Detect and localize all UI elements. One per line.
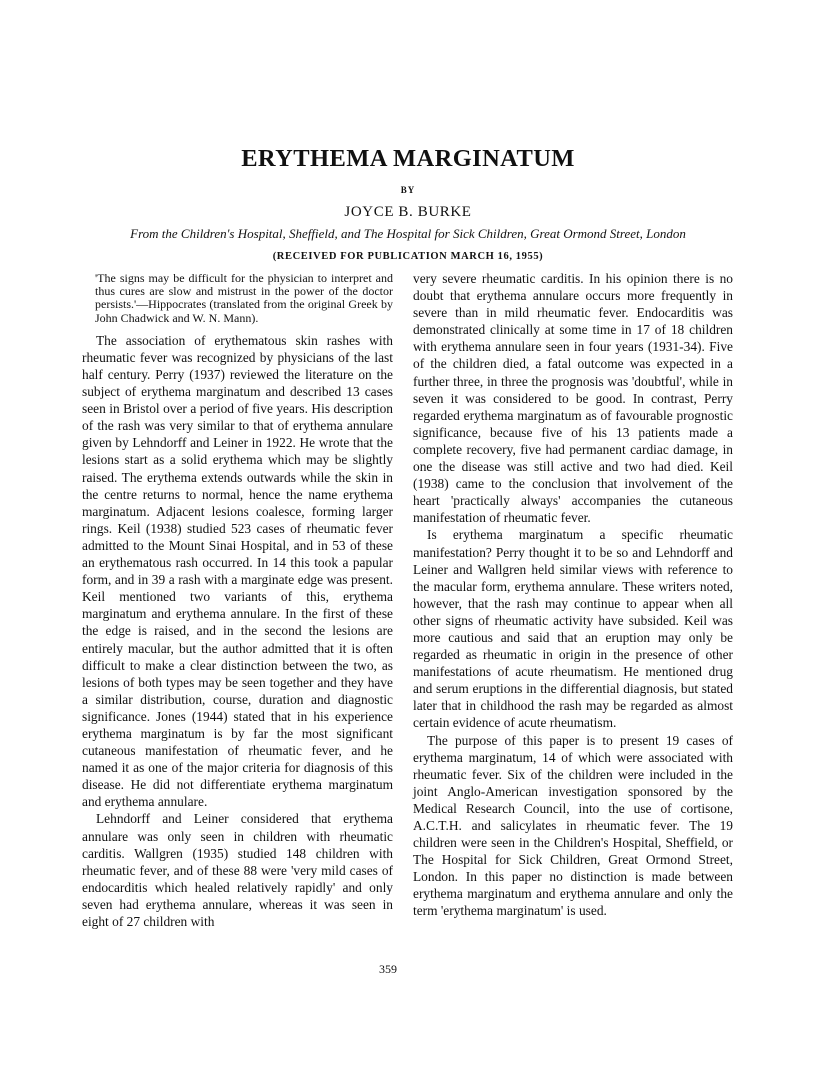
author-name: JOYCE B. BURKE <box>344 204 472 220</box>
paragraph: Is erythema marginatum a specific rheumatic manifestation? Perry thought it to be so and Lehndorff and Leiner and Wallgren held similar views with reference to the macular form, erythema annulare. These writers noted, however, that the rash may continue to appear when all other signs of rheumatic activity have subsided. Keil was more cautious and said that an eruption may only be regarded as rheumatic in origin in the presence of other manifestations of acute rheumatism. He mentioned drug and serum eruptions in the differential diagnosis, but stated later that in childhood the rash may be regarded as almost certain evidence of acute rheumatism. <box>413 527 733 731</box>
paragraph: The purpose of this paper is to present 19 cases of erythema marginatum, 14 of which were associated with rheumatic fever. Six of the children were included in the joint Anglo-American investigation sponsored by the Medical Research Council, into the use of cortisone, A.C.T.H. and salicylates in rheumatic fever. The 19 children were seen in the Children's Hospital, Sheffield, or The Hospital for Sick Children, Great Ormond Street, London. In this paper no distinction is made between erythema marginatum and erythema annulare and only the term 'erythema marginatum' is used. <box>413 732 733 919</box>
page-number: 359 <box>379 962 397 976</box>
left-column <box>82 272 393 930</box>
received-date: (RECEIVED FOR PUBLICATION MARCH 16, 1955) <box>272 251 544 262</box>
article-title: ERYTHEMA MARGINATUM <box>241 145 575 172</box>
epigraph-quote: 'The signs may be difficult for the physician to interpret and thus cures are slow and mistrust in the power of the doctor persists.'—Hippocrates (translated from the original Greek by John Chadwick and W. N. Mann). <box>95 271 393 325</box>
right-column <box>413 270 733 920</box>
paragraph: The association of erythematous skin rashes with rheumatic fever was recognized by physicians of the last half century. Perry (1937) reviewed the literature on the subject of erythema marginatum and described 13 cases seen in Bristol over a period of five years. His description of the rash was very similar to that of erythema annulare given by Lehndorff and Leiner in 1922. He wrote that the lesions start as a solid erythema which may be slightly raised. The erythema extends outwards while the skin in the centre returns to normal, hence the name erythema marginatum. Adjacent lesions coalesce, forming larger rings. Keil (1938) studied 523 cases of rheumatic fever admitted to the Mount Sinai Hospital, and in 53 of these an erythematous rash occurred. In 14 this took a papular form, and in 39 a rash with a marginate edge was present. Keil mentioned two variants of this, erythema marginatum and erythema annulare. In the first of these the edge is raised, and in the second the lesions are entirely macular, but the author admitted that it is often difficult to make a clear distinction between the two, as lesions of both types may be seen together and they have a similar distribution, course, duration and diagnostic significance. Jones (1944) stated that in his experience erythema marginatum is by far the most significant cutaneous manifestation of rheumatic fever, and he named it as one of the major criteria for diagnosis of this disease. He did not differentiate erythema marginatum and erythema annulare. <box>82 332 393 810</box>
author-affiliation: From the Children's Hospital, Sheffield, and The Hospital for Sick Children, Great Ormond Street, London <box>130 226 686 241</box>
paragraph: very severe rheumatic carditis. In his opinion there is no doubt that erythema annulare occurs more frequently in severe than in mild rheumatic fever. Endocarditis was demonstrated clinically at some time in 17 of 18 children with erythema annulare seen in four years (1931-34). Five of the children died, a fatal outcome was expected in a further three, in three the prognosis was 'doubtful', while in seven it was considered to be good. In contrast, Perry regarded erythema marginatum as of favourable prognostic significance, because five of his 13 patients made a complete recovery, five had permanent cardiac damage, in one the disease was still active and two had died. Keil (1938) came to the conclusion that involvement of the heart 'practically always' accompanies the cutaneous manifestation of rheumatic fever. <box>413 271 733 526</box>
by-line: BY <box>400 185 416 195</box>
paragraph: Lehndorff and Leiner considered that erythema annulare was only seen in children with rheumatic carditis. Wallgren (1935) studied 148 children with rheumatic fever, and of these 88 were 'very mild cases of endocarditis which healed relatively rapidly' and only seven had erythema annulare, whereas it was seen in eight of 27 children with <box>82 811 393 929</box>
